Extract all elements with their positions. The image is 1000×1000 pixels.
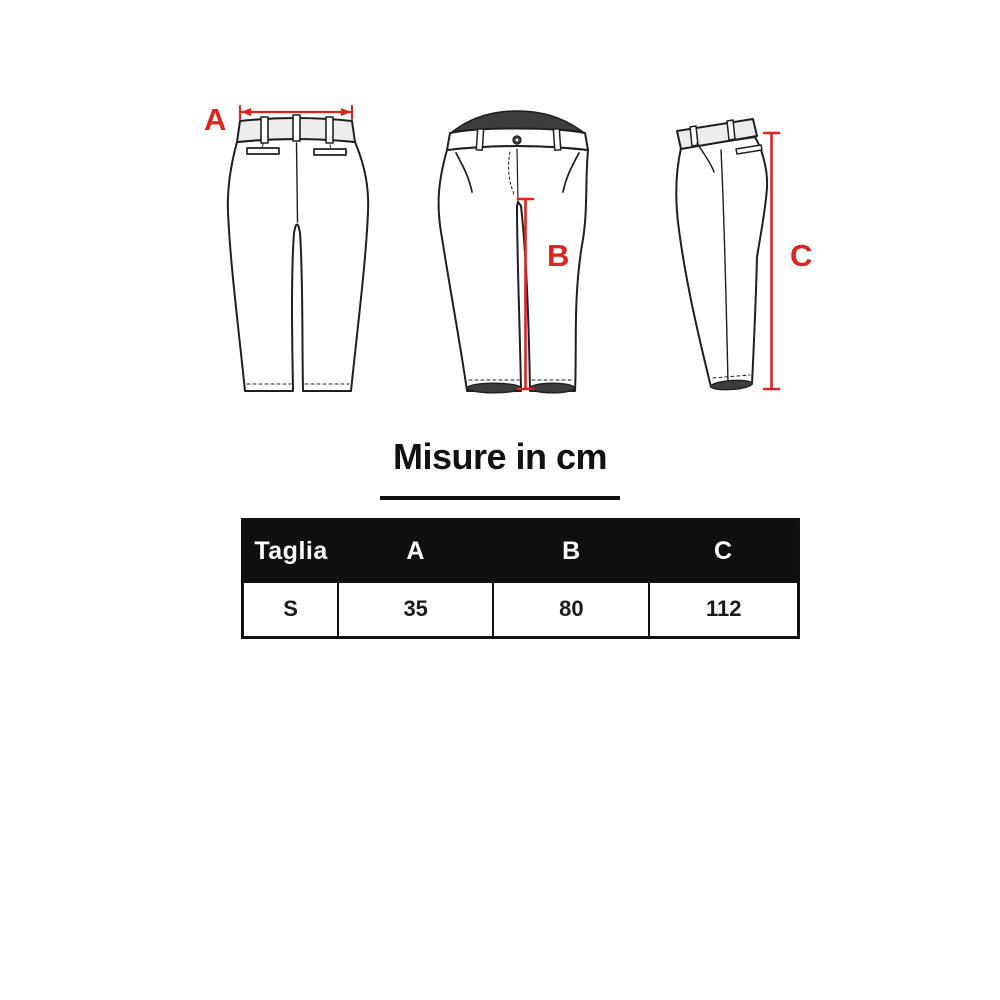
belt-loop [727, 120, 735, 140]
measure-label-b: B [547, 238, 570, 273]
title-underline [380, 496, 620, 500]
table-row-size-s [243, 583, 799, 638]
page-title: Misure in cm [392, 436, 608, 477]
header-row [243, 520, 799, 583]
size-table-header [243, 520, 799, 583]
column-header-taglia: Taglia [243, 520, 339, 583]
column-header-a: A [338, 520, 493, 583]
belt-loop [326, 117, 333, 143]
cell-a: 35 [338, 583, 493, 638]
pants-side-view-drawing [676, 119, 767, 391]
cell-b: 80 [493, 583, 649, 638]
cell-taglia: S [243, 583, 339, 638]
size-table [241, 518, 800, 639]
pants-illustrations [0, 0, 1000, 440]
column-header-c: C [649, 520, 798, 583]
pants-back-view-drawing [228, 115, 368, 391]
column-header-b: B [493, 520, 649, 583]
measure-label-c: C [790, 238, 813, 273]
back-pocket [314, 149, 346, 155]
measure-label-a: A [204, 102, 227, 137]
cell-c: 112 [649, 583, 798, 638]
belt-loop [476, 129, 483, 150]
back-pocket [247, 148, 279, 154]
belt-loop [261, 117, 268, 143]
belt-loop [293, 115, 300, 141]
belt-loop [553, 129, 560, 150]
hem-opening [468, 383, 521, 393]
hem-opening [531, 383, 575, 393]
